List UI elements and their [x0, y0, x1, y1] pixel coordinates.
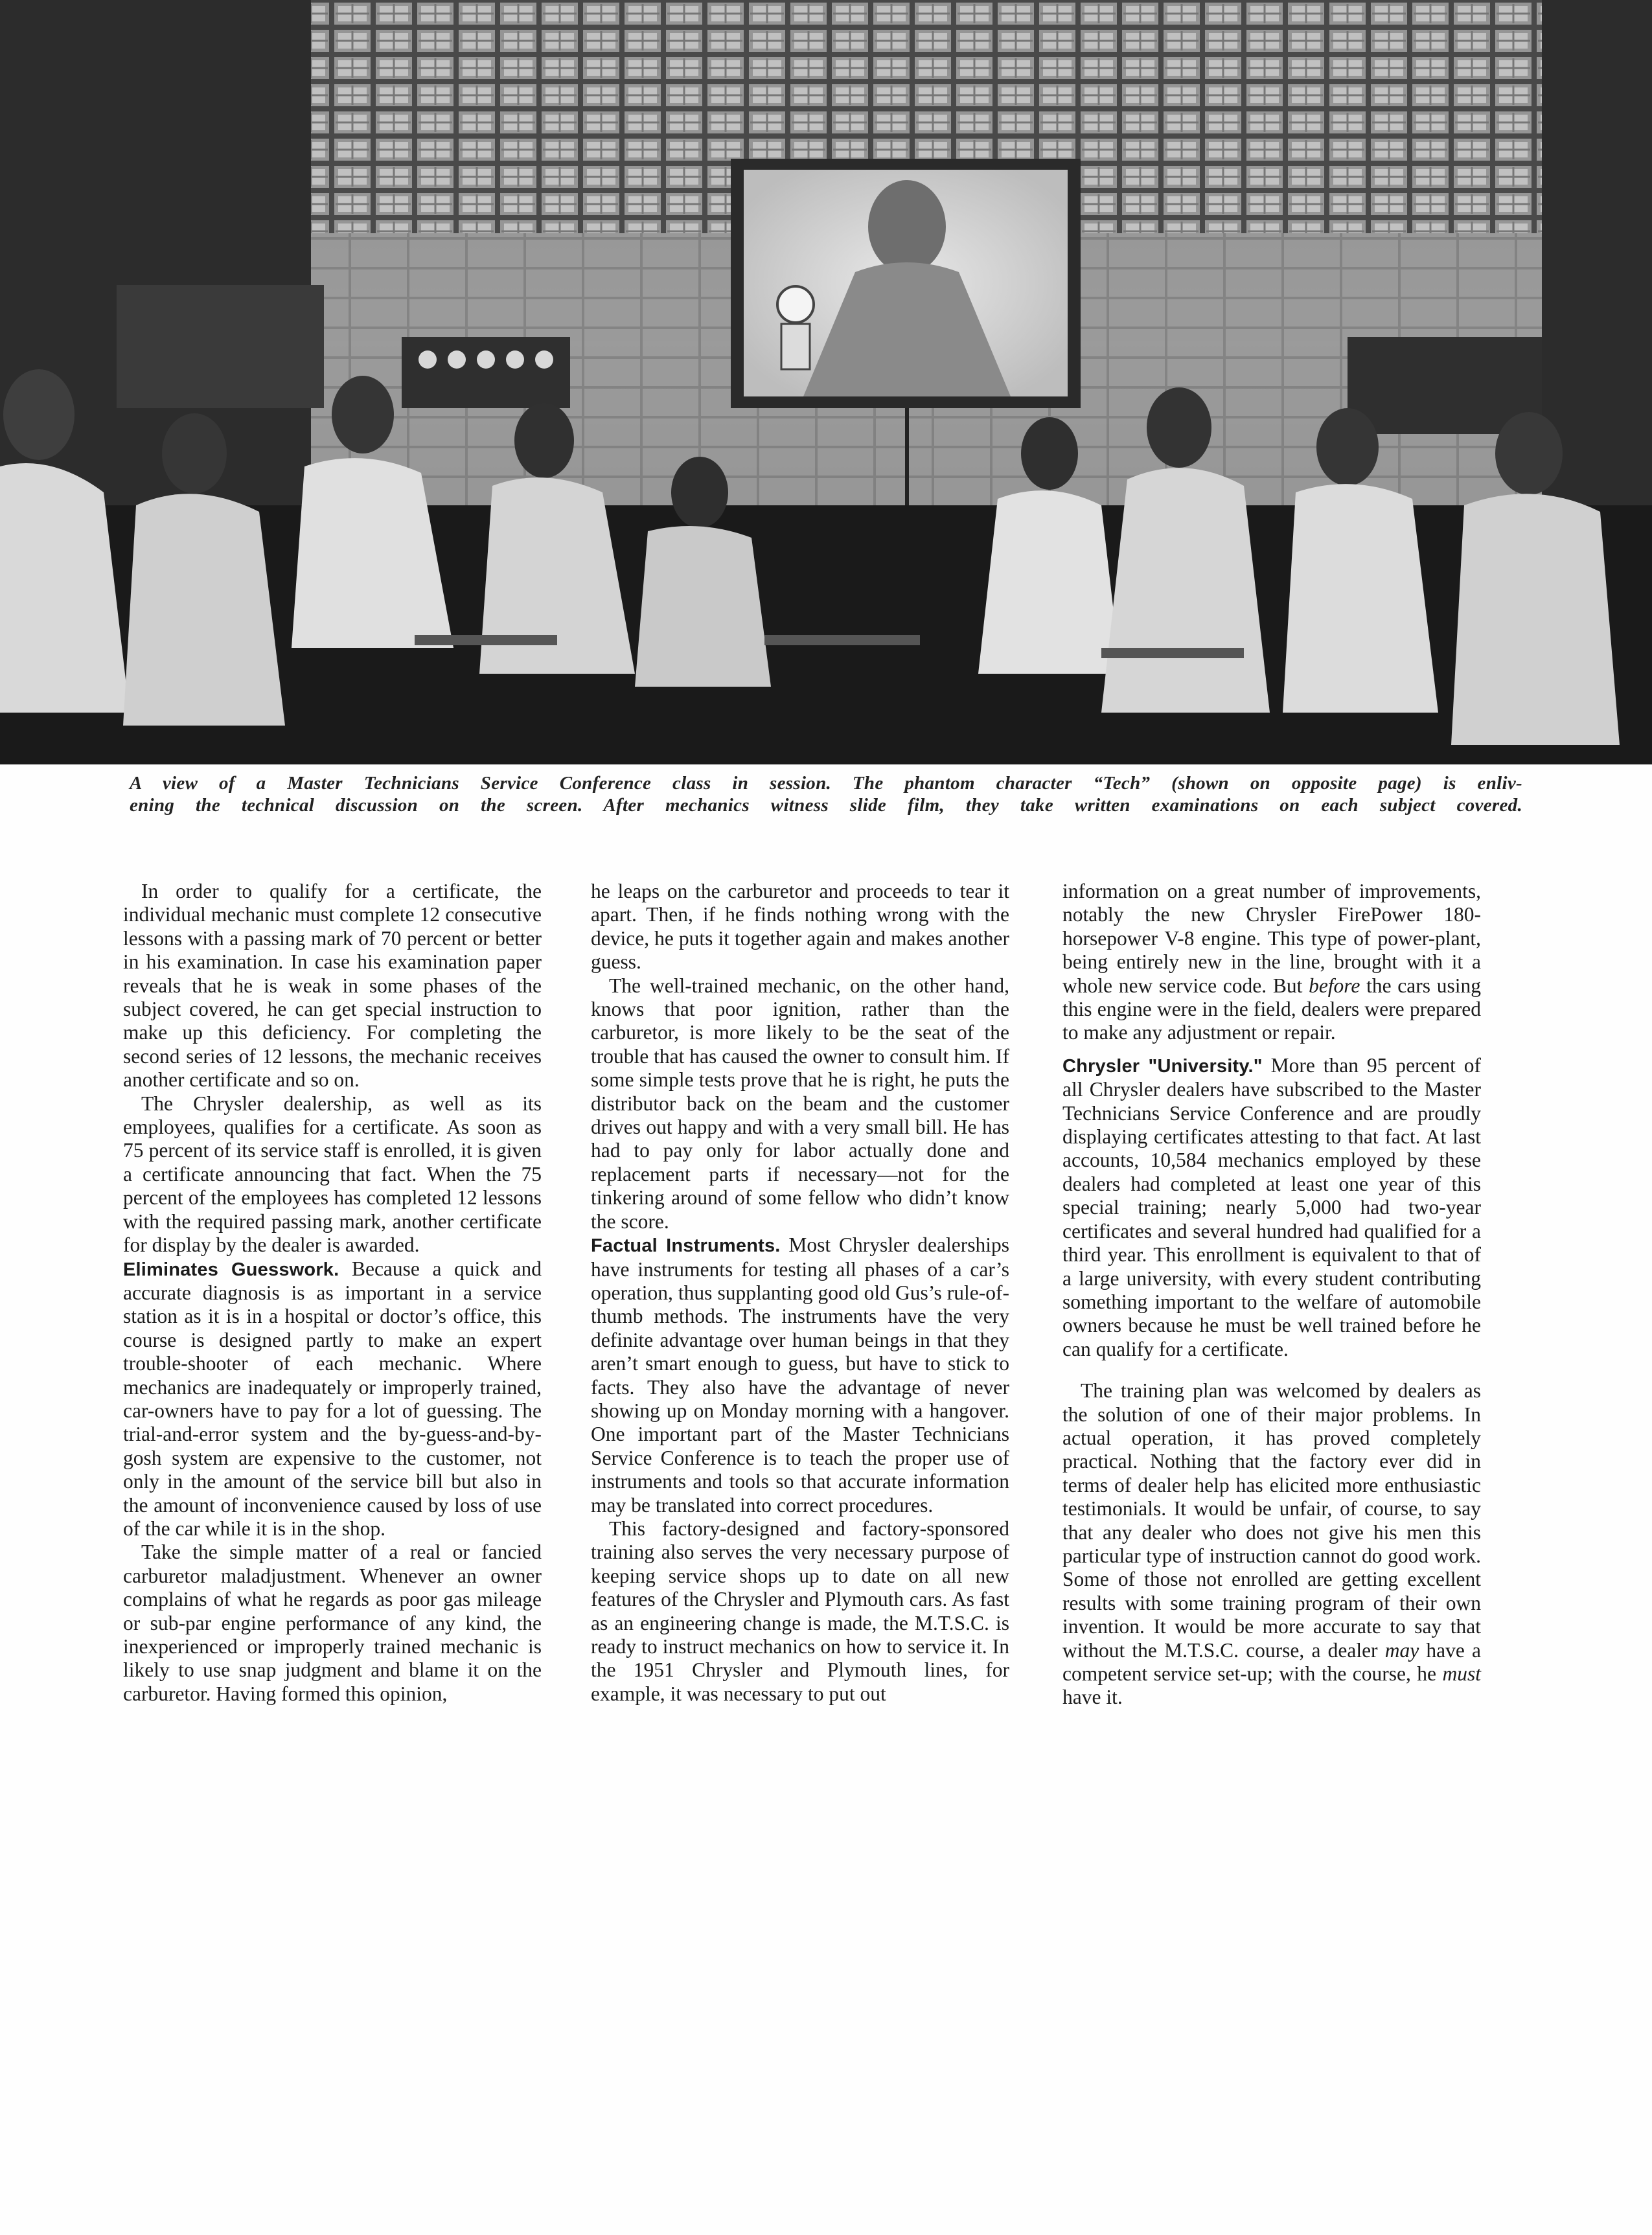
section-heading: Chrysler "University."	[1062, 1055, 1263, 1077]
paragraph: Take the simple matter of a real or fancied carburetor maladjustment. Whenever an owner complains of what he regards as poor gas mileage or sub-par engine performance of any kind, the inexperienced or improperly trained mechanic is likely to use snap judgment and blame it on the carburetor. Having formed this opinion,	[123, 1541, 542, 1705]
caption-line-1: A view of a Master Technicians Service Conference class in session. The phantom character “Tech” (shown on opposite page) is enliv-	[130, 773, 1522, 794]
text-run: have a competent service set-up; with the course, he	[1062, 1638, 1481, 1685]
paragraph	[1062, 880, 1481, 1045]
paragraph	[123, 1257, 542, 1541]
section-heading: Eliminates Guesswork.	[123, 1259, 339, 1280]
paragraph: The Chrysler dealership, as well as its employees, qualifies for a certificate. As soon as 75 percent of its service staff is enrolled, it is given a certificate announcing that fact. When the 75 percent of the employees has completed 12 lessons with the required passing mark, another certificate for display by the dealer is awarded.	[123, 1092, 542, 1257]
emphasis: before	[1309, 974, 1360, 997]
classroom-photo	[0, 0, 1652, 764]
text-column-3	[1062, 880, 1481, 1710]
text-run: have it.	[1062, 1686, 1123, 1709]
section-heading: Factual Instruments.	[591, 1235, 781, 1257]
paragraph: he leaps on the carburetor and proceeds to tear it apart. Then, if he finds nothing wrong with the device, he puts it together again and makes another guess.	[591, 880, 1009, 974]
paragraph-body: Because a quick and accurate diagnosis is as important in a service station as it is in a hospital or doctor’s office, this course is designed partly to make an expert trouble-shooter of each mechanic. Where mechanics are inadequately or improperly trained, car-owners have to pay for a lot of guessing. The trial-and-error system and the by-guess-and-by-gosh system are expensive to the customer, not only in the amount of the service bill but also in the amount of inconvenience caused by loss of use of the car while it is in the shop.	[123, 1257, 542, 1540]
emphasis: must	[1442, 1662, 1481, 1685]
classroom-photo-icon	[0, 0, 1652, 764]
paragraph: In order to qualify for a certificate, the individual mechanic must complete 12 consecutive lessons with a passing mark of 70 percent or better in his examination. In case his examination paper reveals that he is weak in some phases of the subject covered, he can get special instruction to make up this deficiency. For completing the second series of 12 lessons, the mechanic receives another certificate and so on.	[123, 880, 542, 1092]
paragraph: This factory-designed and factory-sponsored training also serves the very necessary purpose of keeping service shops up to date on all new features of the Chrysler and Plymouth cars. As fast as an engineering change is made, the M.T.S.C. is ready to instruct mechanics on how to service it. In the 1951 Chrysler and Plymouth lines, for example, it was necessary to put out	[591, 1517, 1009, 1705]
paragraph	[1062, 1379, 1481, 1710]
emphasis: may	[1384, 1638, 1419, 1662]
text-run: the cars using this engine were in the field, dealers were prepared to make any adjustment or repair.	[1062, 974, 1481, 1044]
text-run: information on a great number of improvements, notably the new Chrysler FirePower 180-horsepower V-8 engine. This type of power-plant, being entirely new in the line, brought with it a whole new service code. But	[1062, 880, 1481, 997]
paragraph-body: More than 95 percent of all Chrysler dealers have subscribed to the Master Technicians Service Conference and are proudly displaying certificates attesting to that fact. At last accounts, 10,584 mechanics employed by these dealers had completed at least one year of this special training; nearly 5,000 had two-year certificates and several hundred had qualified for a third year. This enrollment is equivalent to that of a large university, with every student contributing something important to the welfare of automobile owners because he must be well trained before he can qualify for a certificate.	[1062, 1053, 1482, 1360]
caption-line-2: ening the technical discussion on the screen. After mechanics witness slide film, they take written examinations on each subject covered.	[130, 795, 1522, 816]
text-column-1	[123, 880, 542, 1706]
text-column-2	[591, 880, 1009, 1706]
text-run: The training plan was welcomed by dealers as the solution of one of their major problems. In actual operation, it has proved completely practical. Nothing that the factory ever did in terms of dealer help has elicited more enthusiastic testimonials. It would be unfair, of course, to say that any dealer who does not give his men this particular type of instruction cannot do good work. Some of those not enrolled are getting excellent results with some training program of their own invention. It would be more accurate to say that without the M.T.S.C. course, a dealer	[1062, 1379, 1481, 1662]
photo-caption	[130, 772, 1522, 816]
paragraph: The well-trained mechanic, on the other hand, knows that poor ignition, rather than the carburetor, is more likely to be the seat of the trouble that has caused the owner to consult him. If some simple tests prove that he is right, he puts the distributor back on the beam and the customer drives out happy and with a very small bill. He has had to pay only for labor actually done and replacement parts if necessary—not for the tinkering around of some fellow who didn’t know the score.	[591, 974, 1009, 1233]
paragraph	[1062, 1054, 1481, 1361]
paragraph	[591, 1233, 1009, 1517]
paragraph-body: Most Chrysler dealerships have instruments for testing all phases of a car’s operation, thus supplanting good old Gus’s rule-of-thumb methods. The instruments have the very definite advantage over human beings in that they aren’t smart enough to guess, but have to stick to facts. They also have the advantage of never showing up on Monday morning with a hangover. One important part of the Master Technicians Service Conference is to teach the proper use of instruments and tools so that accurate information may be translated into correct procedures.	[591, 1233, 1009, 1517]
